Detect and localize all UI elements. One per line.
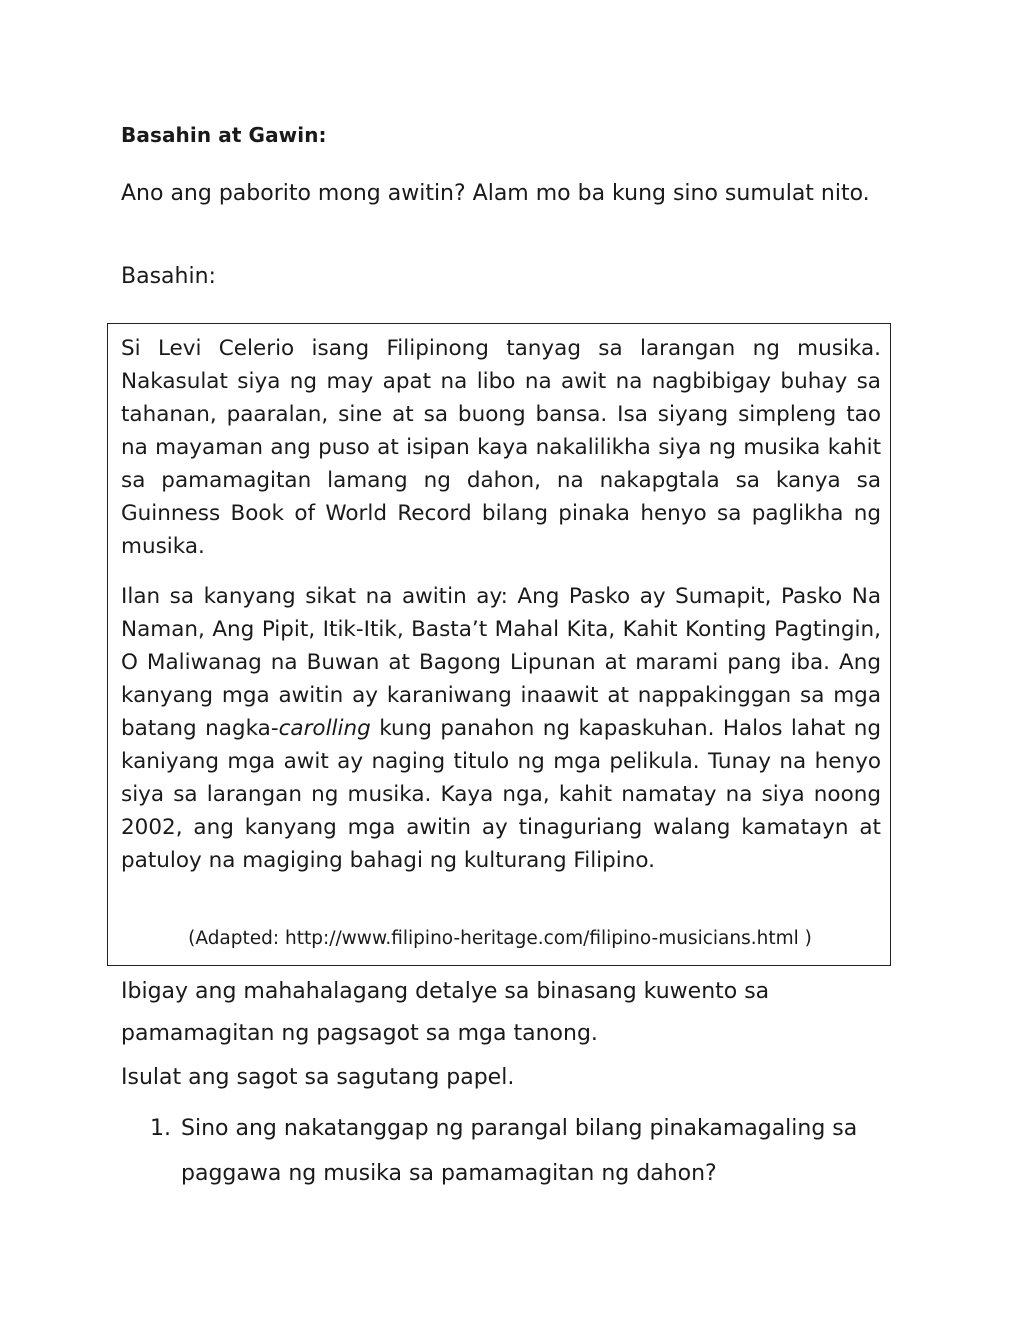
reading-passage-box <box>107 323 891 966</box>
passage-paragraph-2 <box>121 580 881 877</box>
passage-italic-term: carolling <box>278 716 371 741</box>
section-heading: Basahin at Gawin: <box>121 123 327 147</box>
reading-label: Basahin: <box>121 264 216 289</box>
question-number: 1. <box>150 1116 171 1141</box>
intro-question: Ano ang paborito mong awitin? Alam mo ba kung sino sumulat nito. <box>121 181 870 206</box>
passage-source-citation: (Adapted: http://www.filipino-heritage.com/filipino-musicians.html ) <box>188 928 812 949</box>
instruction-line-3: Isulat ang sagot sa sagutang papel. <box>121 1065 515 1090</box>
question-text: Sino ang nakatanggap ng parangal bilang pinakamagaling sa paggawa ng musika sa pamamagitan ng dahon? <box>181 1116 858 1186</box>
passage-paragraph-2-text-b: kung panahon ng kapaskuhan. Halos lahat ng kaniyang mga awit ay naging titulo ng mga pelikula. Tunay na henyo siya sa larangan ng musika. Kaya nga, kahit namatay na siya noong 2002, ang kanyang mga awitin ay tinaguriang walang kamatayn at patuloy na magiging bahagi ng kulturang Filipino. <box>121 716 882 873</box>
passage-paragraph-1: Si Levi Celerio isang Filipinong tanyag sa larangan ng musika. Nakasulat siya ng may apat na libo na awit na nagbibigay buhay sa tahanan, paaralan, sine at sa buong bansa. Isa siyang simpleng tao na mayaman ang puso at isipan kaya nakalilikha siya ng musika kahit sa pamamagitan lamang ng dahon, na nakapgtala sa kanya sa Guinness Book of World Record bilang pinaka henyo sa paglikha ng musika. <box>121 336 881 559</box>
passage-paragraph-2-text-a: Ilan sa kanyang sikat na awitin ay: Ang Pasko ay Sumapit, Pasko Na Naman, Ang Pipit, Itik-Itik, Basta’t Mahal Kita, Kahit Konting Pagtingin, O Maliwanag na Buwan at Bagong Lipunan at marami pang iba. Ang kanyang mga awitin ay karaniwang inaawit at nappakinggan sa mga batang nagka- <box>121 584 881 741</box>
instruction-line-1: Ibigay ang mahahalagang detalye sa binasang kuwento sa <box>121 979 770 1004</box>
instruction-line-2: pamamagitan ng pagsagot sa mga tanong. <box>121 1021 598 1046</box>
